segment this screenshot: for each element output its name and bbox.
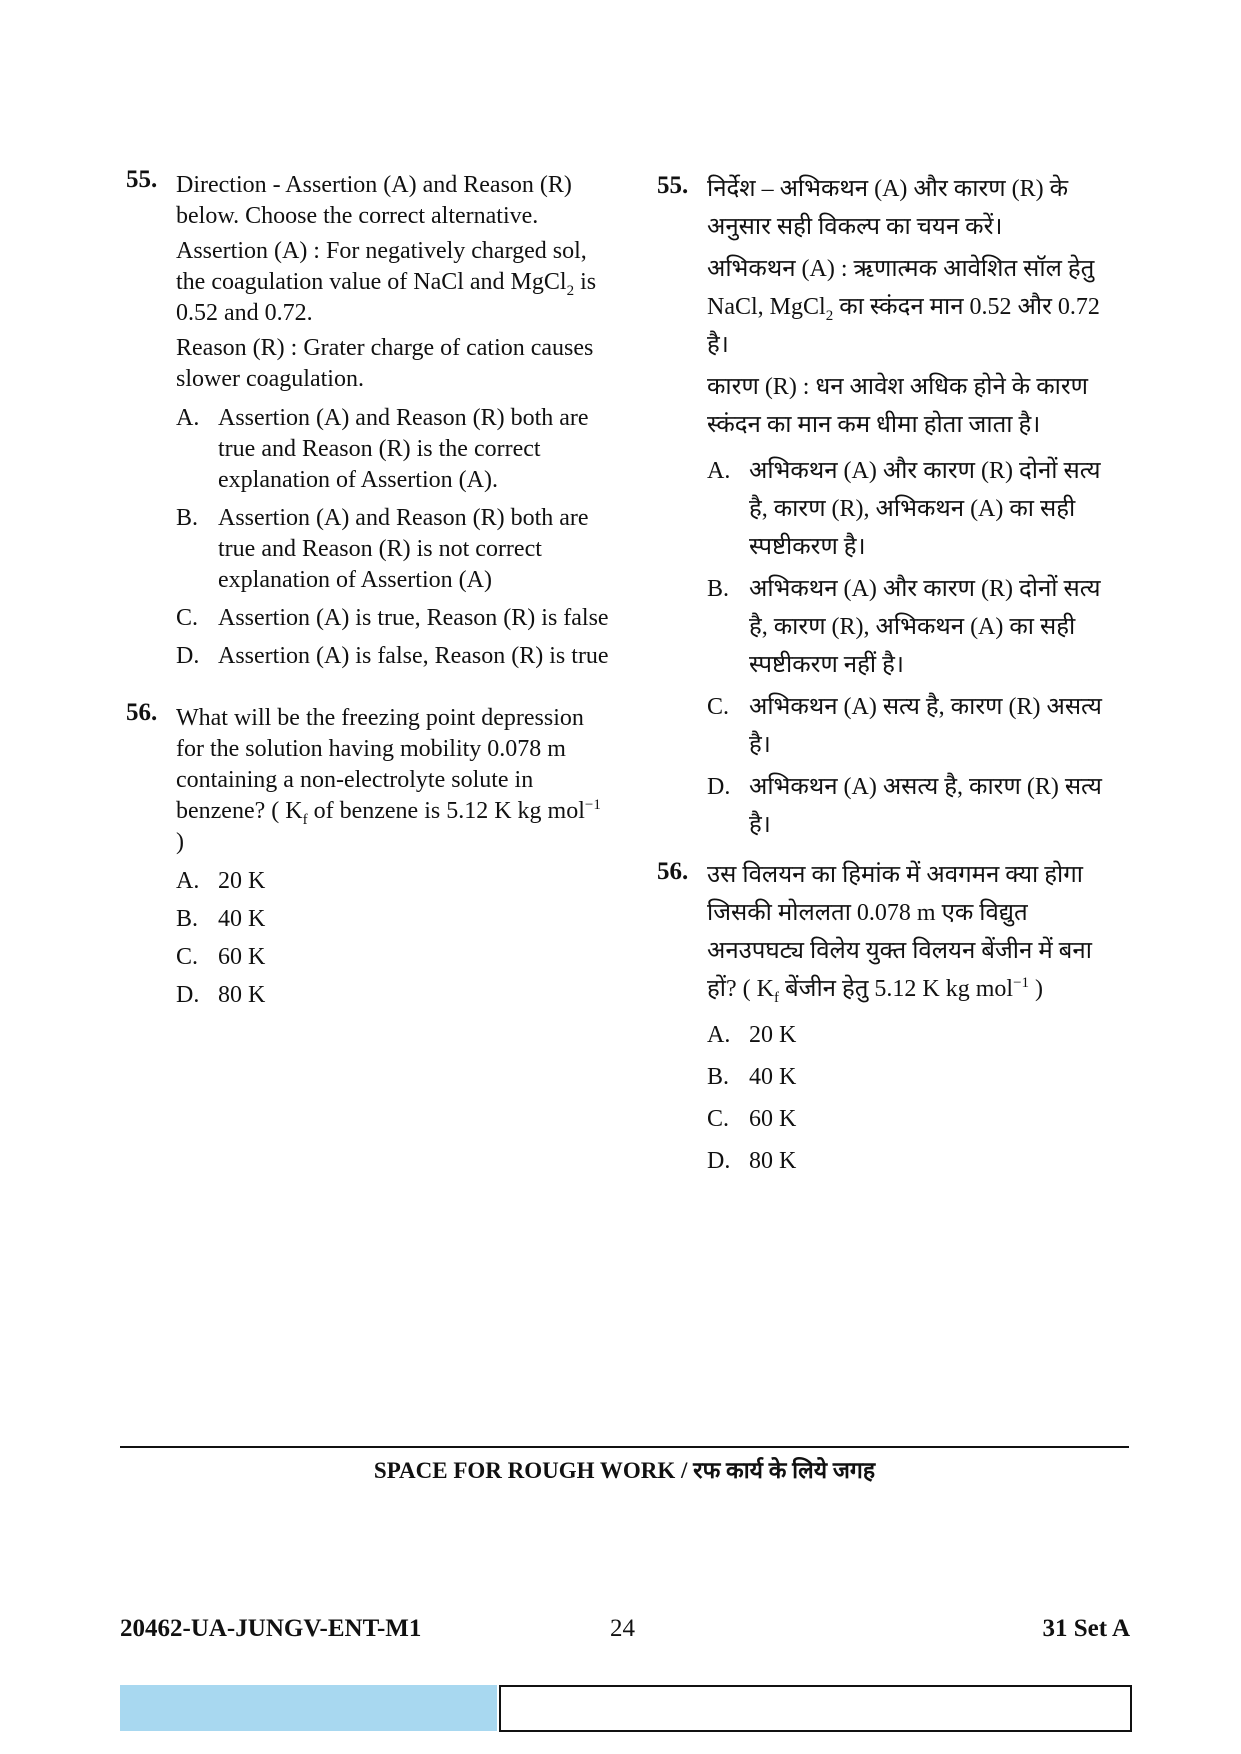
question-56-en	[122, 699, 612, 1011]
option-b: B. Assertion (A) and Reason (R) both are true and Reason (R) is not correct explanation of Assertion (A)	[176, 505, 589, 593]
question-number: 55.	[657, 172, 689, 199]
options-list	[707, 1016, 1123, 1180]
option-a: A. 20 K	[707, 1022, 797, 1048]
assertion-text: Assertion (A) : For negatively charged sol, the coagulation value of NaCl and MgCl$_2$ is 0.52 and 0.72.	[176, 238, 597, 326]
question-number: 56.	[657, 858, 689, 885]
options-list	[707, 452, 1123, 844]
option-d: D. 80 K	[176, 982, 266, 1008]
question-text: उस विलयन का हिमांक में अवगमन क्या होगा जिसकी मोललता 0.078 m एक विद्युत अनउपघट्य विलेय युक्त विलयन बेंजीन में बना हों? ( $K_f$ बेंजीन हेतु 5.12 K kg mol$^{-1}$ )	[707, 862, 1092, 1006]
option-a: A. अभिकथन (A) और कारण (R) दोनों सत्य है, कारण (R), अभिकथन (A) का सही स्पष्टीकरण है।	[707, 458, 1101, 560]
set-label: 31 Set A	[1042, 1615, 1130, 1642]
reason-text: कारण (R) : धन आवेश अधिक होने के कारण स्कंदन का मान कम धीमा होता जाता है।	[707, 374, 1089, 438]
option-d: D. अभिकथन (A) असत्य है, कारण (R) सत्य है।	[707, 774, 1102, 838]
rough-work-label: SPACE FOR ROUGH WORK / रफ कार्य के लिये जगह	[373, 1458, 876, 1483]
option-c: C. 60 K	[176, 944, 266, 970]
page-number: 24	[610, 1615, 635, 1642]
english-column	[122, 166, 612, 1018]
question-number: 55.	[126, 166, 158, 193]
question-56-hi	[653, 856, 1123, 1180]
option-a: A. Assertion (A) and Reason (R) both are true and Reason (R) is the correct explanation of Assertion (A).	[176, 405, 589, 493]
assertion-text: अभिकथन (A) : ऋणात्मक आवेशित सॉल हेतु NaCl, MgCl$_2$ का स्कंदन मान 0.52 और 0.72 है।	[707, 256, 1100, 358]
question-text: What will be the freezing point depression for the solution having mobility 0.078 m containing a non-electrolyte solute in benzene? ( $K_f$ of benzene is 5.12 K kg mol$^{-1}$ )	[176, 705, 601, 855]
option-a: A. 20 K	[176, 868, 266, 894]
option-c: C. 60 K	[707, 1106, 797, 1132]
reason-text: Reason (R) : Grater charge of cation causes slower coagulation.	[176, 335, 594, 392]
question-55-en	[122, 166, 612, 672]
option-b: B. अभिकथन (A) और कारण (R) दोनों सत्य है, कारण (R), अभिकथन (A) का सही स्पष्टीकरण नहीं है।	[707, 576, 1101, 678]
option-d: D. Assertion (A) is false, Reason (R) is true	[176, 643, 609, 669]
options-list	[176, 866, 612, 1011]
question-direction: Direction - Assertion (A) and Reason (R) below. Choose the correct alternative.	[176, 172, 572, 229]
question-direction: निर्देश – अभिकथन (A) और कारण (R) के अनुसार सही विकल्प का चयन करें।	[707, 176, 1069, 240]
option-b: B. 40 K	[707, 1064, 797, 1090]
option-b: B. 40 K	[176, 906, 266, 932]
option-d: D. 80 K	[707, 1148, 797, 1174]
question-number: 56.	[126, 699, 158, 726]
hindi-column	[653, 170, 1123, 1184]
option-c: C. अभिकथन (A) सत्य है, कारण (R) असत्य है।	[707, 694, 1102, 758]
paper-code: 20462-UA-JUNGV-ENT-M1	[120, 1615, 422, 1642]
rough-work-divider	[120, 1446, 1129, 1448]
question-55-hi	[653, 170, 1123, 844]
footer-blank-box	[499, 1685, 1132, 1732]
footer-color-bar	[120, 1685, 497, 1731]
options-list	[176, 403, 612, 672]
option-c: C. Assertion (A) is true, Reason (R) is false	[176, 605, 609, 631]
